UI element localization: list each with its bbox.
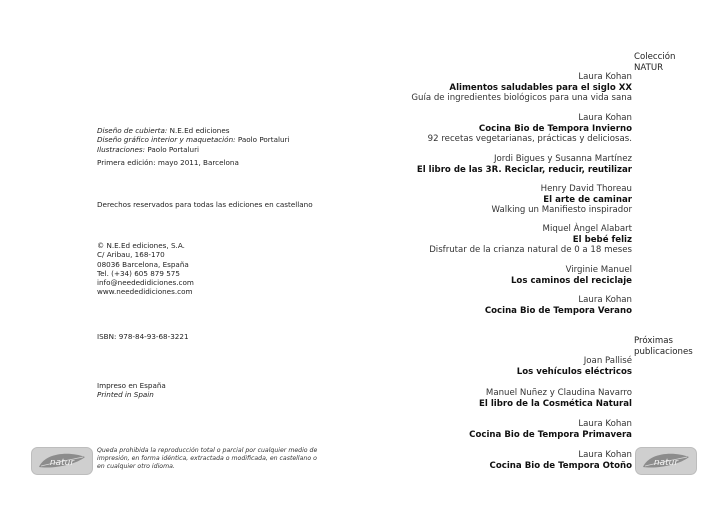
upcoming-entry	[479, 388, 632, 409]
credit-design: Diseño gráfico interior y maquetación: Paolo Portaluri	[97, 135, 290, 145]
book-entry	[485, 295, 632, 316]
book-author: Jordi Bigues y Susanna Martínez	[494, 154, 632, 164]
book-author: Manuel Nuñez y Claudina Navarro	[485, 388, 632, 398]
book-author: Laura Kohan	[578, 295, 632, 305]
credit-cover: Diseño de cubierta: N.E.Ed ediciones	[97, 126, 230, 135]
upcoming-entry	[490, 450, 632, 471]
book-title: El bebé feliz	[572, 234, 632, 245]
book-title: El libro de las 3R. Reciclar, reducir, reutilizar	[416, 164, 632, 175]
isbn: ISBN: 978-84-93-68-3221	[97, 332, 189, 341]
credits-block	[97, 126, 290, 154]
book-author: Laura Kohan	[578, 113, 632, 123]
collection-heading: Colección NATUR	[634, 52, 676, 73]
svg-text:natur: natur	[653, 458, 679, 468]
publisher-line: 08036 Barcelona, España	[97, 259, 189, 269]
book-entry	[511, 265, 632, 286]
book-title: Los caminos del reciclaje	[510, 275, 632, 286]
svg-text:natur: natur	[49, 458, 75, 468]
first-edition: Primera edición: mayo 2011, Barcelona	[97, 158, 239, 167]
printed-en: Printed in Spain	[97, 390, 154, 400]
book-entry	[411, 72, 632, 104]
publisher-line: © N.E.Ed ediciones, S.A.	[97, 241, 185, 250]
publisher-email: info@neededidiciones.com	[97, 278, 194, 288]
printed-block	[97, 381, 166, 400]
book-author: Laura Kohan	[578, 450, 632, 460]
publisher-line: C/ Aribau, 168-170	[97, 250, 165, 260]
upcoming-entry	[469, 419, 632, 440]
publisher-block	[97, 241, 194, 297]
book-author: Joan Pallisé	[583, 356, 632, 366]
rights-statement: Derechos reservados para todas las ediciones en castellano	[97, 200, 313, 209]
book-title: Cocina Bio de Tempora Primavera	[469, 429, 632, 440]
publisher-website: www.neededidiciones.com	[97, 287, 193, 297]
book-subtitle: 92 recetas vegetarianas, prácticas y deliciosas.	[427, 134, 632, 145]
book-entry	[492, 184, 632, 216]
book-author: Henry David Thoreau	[540, 184, 632, 194]
book-title: El arte de caminar	[543, 194, 632, 205]
upcoming-heading: Próximas publicaciones	[634, 336, 693, 357]
book-title: Cocina Bio de Tempora Invierno	[478, 123, 632, 134]
book-title: El libro de la Cosmética Natural	[479, 398, 632, 409]
book-title: Cocina Bio de Tempora Verano	[484, 305, 632, 316]
book-title: Alimentos saludables para el siglo XX	[449, 82, 632, 93]
natur-logo	[635, 447, 697, 475]
legal-notice: Queda prohibida la reproducción total o parcial por cualquier medio de impresión, en forma idéntica, extractada o modificada, en castellano o en cualquier otro idioma.	[97, 447, 318, 471]
printed-es: Impreso en España	[97, 381, 166, 390]
book-author: Virginie Manuel	[565, 265, 632, 275]
book-author: Laura Kohan	[578, 419, 632, 429]
book-author: Miquel Àngel Alabart	[542, 224, 632, 234]
natur-logo	[31, 447, 93, 475]
upcoming-entry	[517, 356, 632, 377]
book-entry	[417, 154, 632, 175]
book-title: Los vehículos eléctricos	[516, 366, 632, 377]
book-entry	[428, 113, 632, 145]
book-author: Laura Kohan	[578, 72, 632, 82]
book-entry	[429, 224, 632, 256]
book-subtitle: Walking un Manifiesto inspirador	[491, 205, 632, 216]
book-subtitle: Disfrutar de la crianza natural de 0 a 18 meses	[429, 245, 632, 256]
credit-illustrations: Ilustraciones: Paolo Portaluri	[97, 144, 200, 154]
book-title: Cocina Bio de Tempora Otoño	[489, 460, 632, 471]
book-subtitle: Guía de ingredientes biológicos para una vida sana	[411, 93, 632, 104]
publisher-line: Tel. (+34) 605 879 575	[97, 268, 180, 278]
